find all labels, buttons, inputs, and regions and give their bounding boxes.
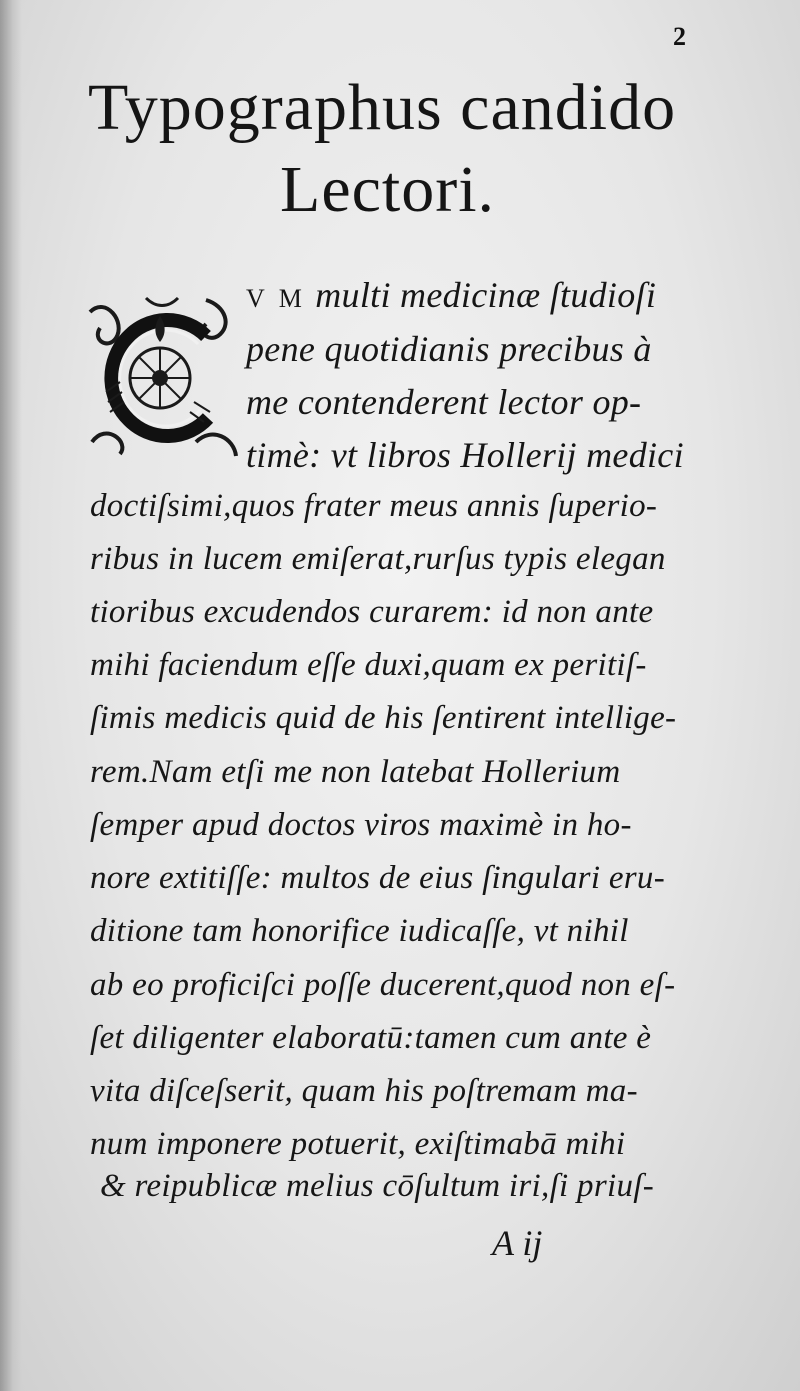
text-line-11: ſemper apud doctos viros maximè in ho- <box>90 807 632 843</box>
text-line-14: ab eo proficiſci poſſe ducerent,quod non eſ- <box>90 967 676 1003</box>
page-number: 2 <box>673 22 686 51</box>
text-line-13: ditione tam honorifice iudicaſſe, vt nihil <box>90 913 629 949</box>
text-line-15: ſet diligenter elaboratū:tamen cum ante è <box>90 1020 652 1056</box>
binding-gutter-shadow <box>0 0 22 1391</box>
text-line-10: rem.Nam etſi me non latebat Hollerium <box>90 754 621 790</box>
text-line-6: ribus in lucem emiſerat,rurſus typis elegan <box>90 541 666 577</box>
text-line-7: tioribus excudendos curarem: id non ante <box>90 594 654 630</box>
text-line-8: mihi faciendum eſſe duxi,quam ex peritiſ- <box>90 647 647 683</box>
text-line-12: nore extitiſſe: multos de eius ſingulari eru- <box>90 860 666 896</box>
text-line-5: doctiſsimi,quos frater meus annis ſuperio- <box>90 488 658 524</box>
text-line-18: & reipublicæ melius cōſultum iri,ſi priuſ- <box>100 1168 655 1204</box>
small-caps-opening: V M <box>246 284 306 313</box>
text-line-17: num imponere potuerit, exiſtimabā mihi <box>90 1126 626 1162</box>
text-line-1 <box>246 274 656 316</box>
text-line-3: me contenderent lector op- <box>246 382 642 422</box>
text-line-16: vita diſceſserit, quam his poſtremam ma- <box>90 1073 638 1109</box>
heading-line-2: Lectori. <box>280 153 496 226</box>
heading-line-1: Typographus candido <box>88 71 677 144</box>
text-line-9: ſimis medicis quid de his ſentirent intellige- <box>90 700 677 736</box>
text-line-1-rest: multi medicinæ ſtudioſi <box>305 275 657 315</box>
decorated-initial-letter <box>86 292 238 460</box>
text-line-2: pene quotidianis precibus à <box>246 329 652 369</box>
signature-mark: A ij <box>492 1223 543 1263</box>
text-line-4: timè: vt libros Hollerij medici <box>246 435 684 475</box>
